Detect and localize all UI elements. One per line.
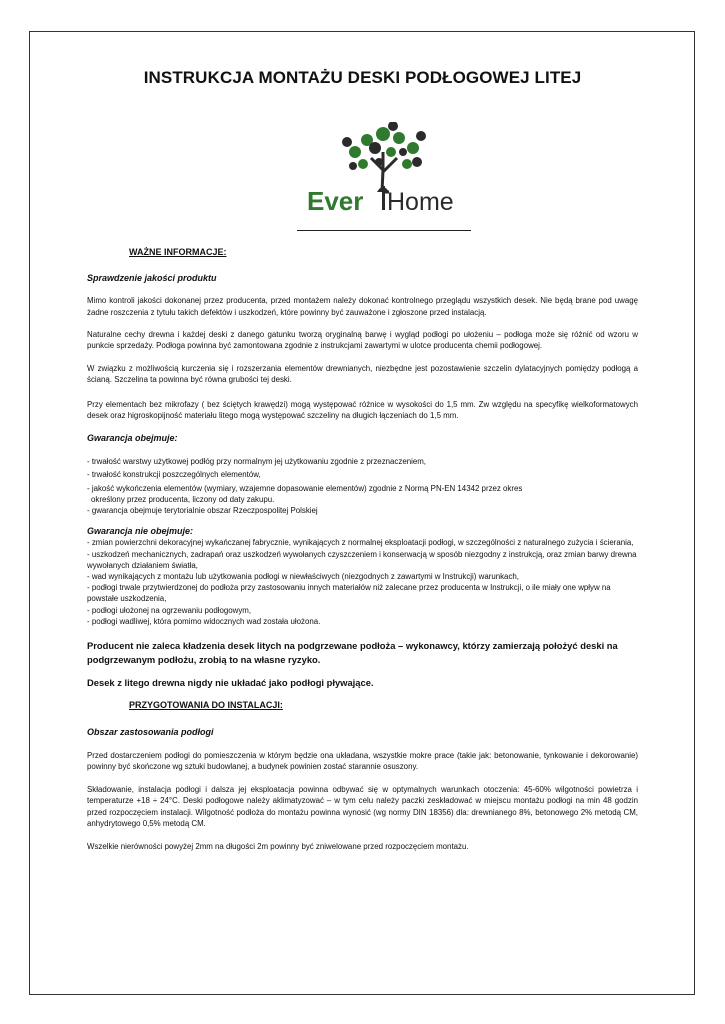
paragraph-1: Mimo kontroli jakości dokonanej przez producenta, przed montażem należy dokonać kontrolnego przeglądu wszystkich desek. Nie będą brane pod uwagę żadne roszczenia z tytułu takich defektów i uszkodzeń, które powinny być zauważone i zgłoszone przed instalacją.: [87, 296, 638, 317]
paragraph-6: Składowanie, instalacja podłogi i dalsza jej eksploatacja powinna odbywać się w optymalnych warunkach otoczenia: 45-60% wilgotności powietrza i temperaturze +18 ÷ 24°C. Deski podłogowe należy aklimatyzować – w tym celu należy paczki zeskładować w miejscu montażu podłogi na min 48 godzin przed rozpoczęciem instalacji. Wilgotność podłoża do montażu powinna wynosić (wg normy DIN 18356) dla: drewnianego 8%, betonowego 2% metodą CM, anhydrytowego 0,5% metodą CM.: [87, 785, 638, 828]
list-item: - zmian powierzchni dekoracyjnej wykańczanej fabrycznie, wynikających z normalnej eksploatacji podłogi, w szczególności z naturalnego zużycia i ścierania,: [87, 538, 634, 548]
area-heading: Obszar zastosowania podłogi: [87, 726, 214, 737]
list-item: określony przez producenta, liczony od daty zakupu.: [91, 494, 275, 504]
warranty-list: [87, 456, 638, 516]
document-body: [87, 247, 638, 852]
floating-warning: Desek z litego drewna nigdy nie układać jako podłogi pływające.: [87, 677, 374, 689]
list-item: - jakość wykończenia elementów (wymiary, wzajemne dopasowanie elementów) zgodnie z Normą PN-EN 14342 przez okres: [87, 483, 523, 493]
paragraph-4: Przy elementach bez mikrofazy ( bez ściętych krawędzi) mogą występować różnice w wysokości do 1,5 mm. Zw względu na specyfikę wielkoformatowych desek oraz higroskopijność materiału litego mogą występować szczeliny na długich łączeniach do 1,5 mm.: [87, 399, 638, 420]
no-warranty-heading: Gwarancja nie obejmuje:: [87, 526, 194, 537]
logo-text-ever: Ever: [307, 186, 364, 216]
tree-logo-icon: [303, 122, 463, 222]
list-item: - wad wynikających z montażu lub użytkowania podłogi w niewłaściwych (niezgodnych z zawartymi w Instrukcji) warunkach,: [87, 572, 519, 582]
paragraph-2: Naturalne cechy drewna i każdej deski z danego gatunku tworzą oryginalną barwę i wygląd podłogi po ułożeniu – podłoga może się różnić od wzoru w punkcie sprzedaży. Podłoga powinna być zamontowana zgodnie z instrukcjami zawartymi w ulotce producenta chemii podłogowej.: [87, 329, 638, 351]
list-item: - podłogi ułożonej na ogrzewaniu podłogowym,: [87, 605, 252, 615]
paragraph-5: Przed dostarczeniem podłogi do pomieszczenia w którym będzie ona układana, wszystkie mokre prace (takie jak: betonowanie, tynkowanie i dekorowanie) powinny być skończone wg sztuki budowlanej, a budynek powinien zostać starannie osuszony.: [87, 750, 638, 772]
list-item: - podłogi wadliwej, która pomimo widocznych wad została ułożona.: [87, 616, 321, 626]
list-item: - uszkodzeń mechanicznych, zadrapań oraz uszkodzeń wywołanych czyszczeniem i konserwacją w sposób niezgodny z instrukcją, oraz zmian barwy drewna wywołanych działaniem światła,: [87, 549, 637, 570]
paragraph-3: W związku z możliwością kurczenia się i rozszerzania elementów drewnianych, niezbędne jest pozostawienie szczelin dylatacyjnych pomiędzy podłogą a ścianą. Szczelina ta powinna być równa grubości tej deski.: [87, 364, 638, 385]
important-info-heading: WAŻNE INFORMACJE:: [129, 247, 227, 257]
preparation-heading: PRZYGOTOWANIA DO INSTALACJI:: [129, 700, 283, 711]
list-item: - gwarancja obejmuje terytorialnie obszar Rzeczpospolitej Polskiej: [87, 506, 318, 516]
heating-warning: Producent nie zaleca kładzenia desek litych na podgrzewane podłoża – wykonawcy, którzy zamierzają położyć deski na podgrzewanym podłożu, zrobią to na własne ryzyko.: [87, 640, 618, 666]
logo-text-home: Home: [387, 188, 454, 216]
list-item: - trwałość konstrukcji poszczególnych elementów,: [87, 470, 261, 480]
everhome-logo: [303, 122, 463, 222]
list-item: - trwałość warstwy użytkowej podłóg przy normalnym jej użytkowaniu zgodnie z przeznaczeniem,: [87, 457, 426, 467]
warranty-heading: Gwarancja obejmuje:: [87, 433, 178, 444]
list-item: - podłogi trwale przytwierdzonej do podłoża przy zastosowaniu innych materiałów niż zalecane przez producenta w Instrukcji, o ile miały one wpływ na powstałe uszkodzenia,: [87, 583, 611, 604]
page-title: INSTRUKCJA MONTAŻU DESKI PODŁOGOWEJ LITEJ: [143, 68, 582, 87]
no-warranty-list: [87, 537, 638, 627]
paragraph-7: Wszelkie nierówności powyżej 2mm na długości 2m powinny być zniwelowane przed rozpoczęciem montażu.: [87, 842, 469, 852]
divider: [297, 230, 471, 231]
quality-heading: Sprawdzenie jakości produktu: [87, 273, 217, 284]
